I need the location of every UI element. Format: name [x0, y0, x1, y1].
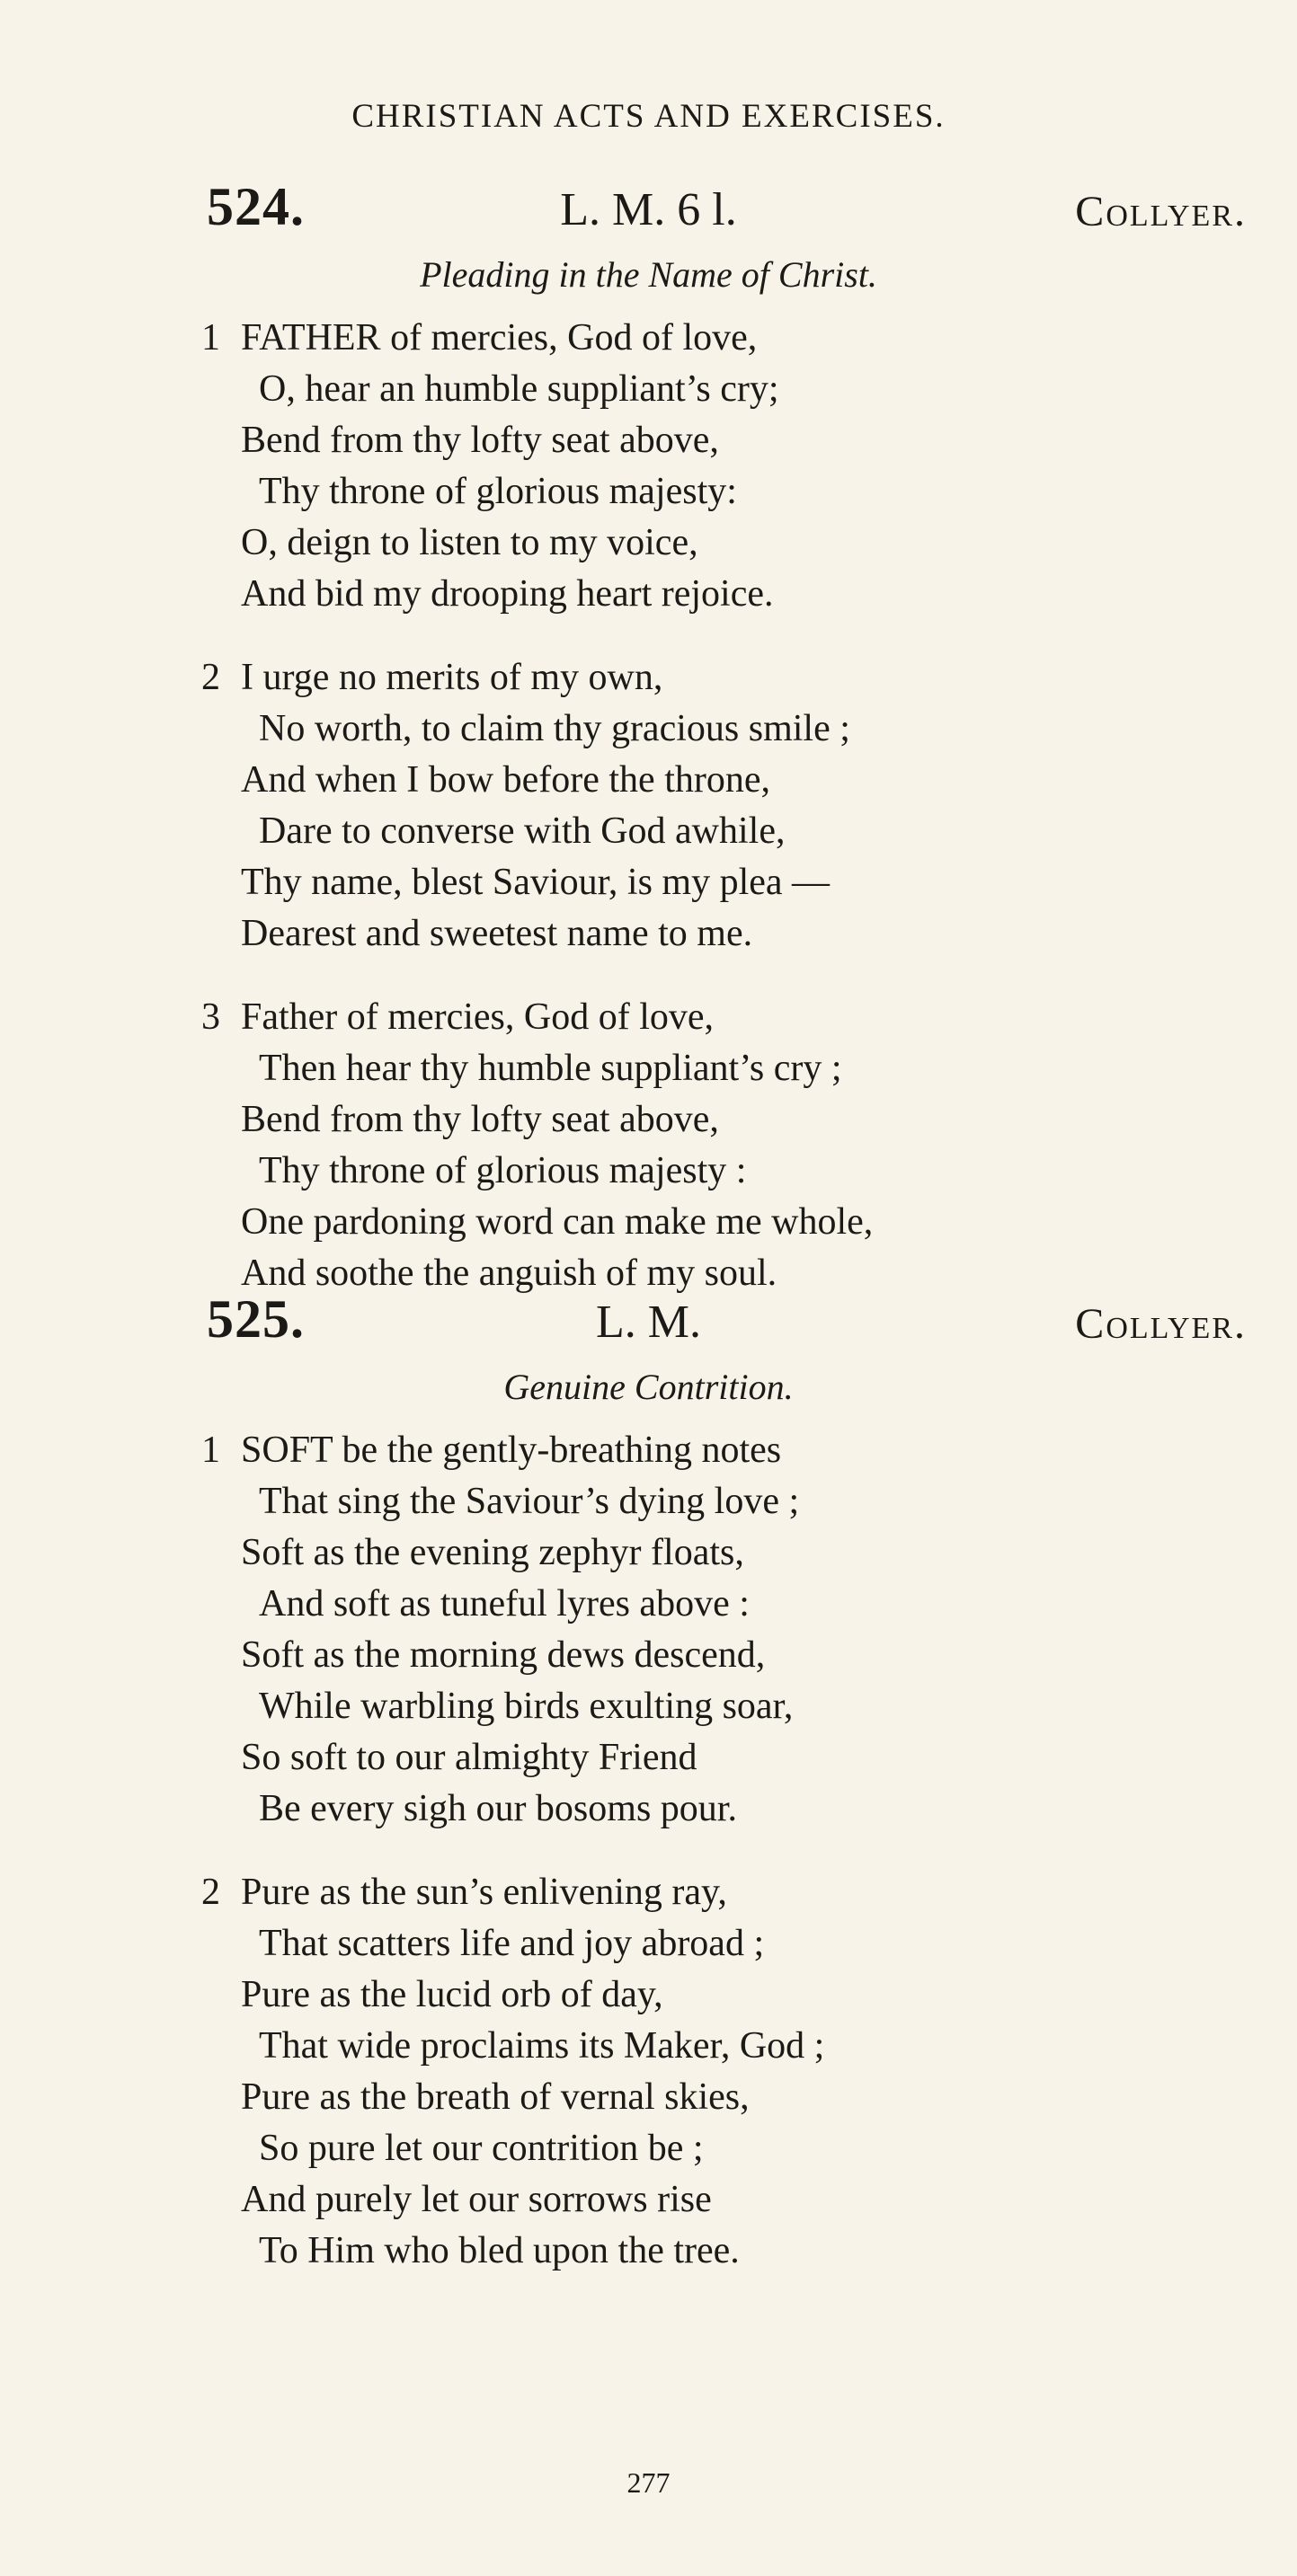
- verse-line: Pure as the sun’s enlivening ray,: [241, 1872, 727, 1913]
- hymn-number: 524.: [207, 177, 305, 236]
- verse-line: And bid my drooping heart rejoice.: [241, 573, 774, 615]
- hymn-composer: Collyer.: [1075, 188, 1247, 235]
- hymn-meter: L. M. 6 l.: [560, 184, 737, 235]
- verse-line: That wide proclaims its Maker, God ;: [259, 2025, 825, 2067]
- verse-line: Thy throne of glorious majesty :: [259, 1150, 747, 1191]
- verse-line: And soft as tuneful lyres above :: [259, 1583, 750, 1624]
- verse-line: Dearest and sweetest name to me.: [241, 913, 753, 954]
- stanza: [0, 1425, 1297, 1835]
- verse-line: O, hear an humble suppliant’s cry;: [259, 368, 779, 410]
- verse-line: Thy name, blest Saviour, is my plea —: [241, 862, 831, 903]
- page-number: 277: [626, 2466, 671, 2499]
- verse-line: No worth, to claim thy gracious smile ;: [259, 708, 850, 749]
- stanza-number: 3: [201, 996, 220, 1038]
- verse-line: So pure let our contrition be ;: [259, 2128, 704, 2169]
- stanza-number: 2: [201, 1872, 220, 1913]
- verse-line: Soft as the morning dews descend,: [241, 1634, 766, 1676]
- stanza: [0, 1867, 1297, 2277]
- stanza-number: 1: [201, 317, 220, 359]
- hymn-header: [0, 1288, 1297, 1360]
- verse-line: Pure as the breath of vernal skies,: [241, 2076, 750, 2118]
- verse-line: That sing the Saviour’s dying love ;: [259, 1481, 800, 1522]
- verse-line: So soft to our almighty Friend: [241, 1737, 697, 1778]
- hymn-subtitle: Genuine Contrition.: [503, 1367, 794, 1407]
- stanza: [0, 313, 1297, 620]
- stanza: [0, 652, 1297, 960]
- verse-line: I urge no merits of my own,: [241, 657, 663, 698]
- verse-line: And when I bow before the throne,: [241, 759, 770, 801]
- verse-line: That scatters life and joy abroad ;: [259, 1923, 765, 1964]
- verse-line: O, deign to listen to my voice,: [241, 522, 698, 563]
- verse-line: SOFT be the gently-breathing notes: [241, 1430, 782, 1471]
- verse-line: Soft as the evening zephyr floats,: [241, 1532, 744, 1573]
- hymn-meter: L. M.: [596, 1297, 701, 1348]
- verse-line: Thy throne of glorious majesty:: [259, 471, 737, 512]
- verse-line: While warbling birds exulting soar,: [259, 1686, 794, 1727]
- stanza: [0, 992, 1297, 1299]
- verse-line: Pure as the lucid orb of day,: [241, 1974, 663, 2015]
- verse-line: Bend from thy lofty seat above,: [241, 1099, 719, 1140]
- verse-line: Be every sigh our bosoms pour.: [259, 1788, 737, 1829]
- verse-line: FATHER of mercies, God of love,: [241, 317, 758, 359]
- verse-line: To Him who bled upon the tree.: [259, 2230, 740, 2271]
- running-head: CHRISTIAN ACTS AND EXERCISES.: [351, 98, 946, 135]
- verse-line: Dare to converse with God awhile,: [259, 810, 786, 852]
- verse-line: And purely let our sorrows rise: [241, 2179, 712, 2220]
- hymn-524: [0, 176, 1297, 1332]
- verse-line: Then hear thy humble suppliant’s cry ;: [259, 1048, 842, 1089]
- hymn-header: [0, 176, 1297, 248]
- hymn-composer: Collyer.: [1075, 1300, 1247, 1348]
- verse-line: Bend from thy lofty seat above,: [241, 420, 719, 461]
- verse-line: And soothe the anguish of my soul.: [241, 1253, 777, 1294]
- hymn-525: [0, 1288, 1297, 2309]
- verse-line: One pardoning word can make me whole,: [241, 1201, 874, 1243]
- hymn-number: 525.: [207, 1289, 305, 1349]
- hymn-subtitle: Pleading in the Name of Christ.: [420, 254, 877, 295]
- stanza-number: 2: [201, 657, 220, 698]
- verse-line: Father of mercies, God of love,: [241, 996, 715, 1038]
- stanza-number: 1: [201, 1430, 220, 1471]
